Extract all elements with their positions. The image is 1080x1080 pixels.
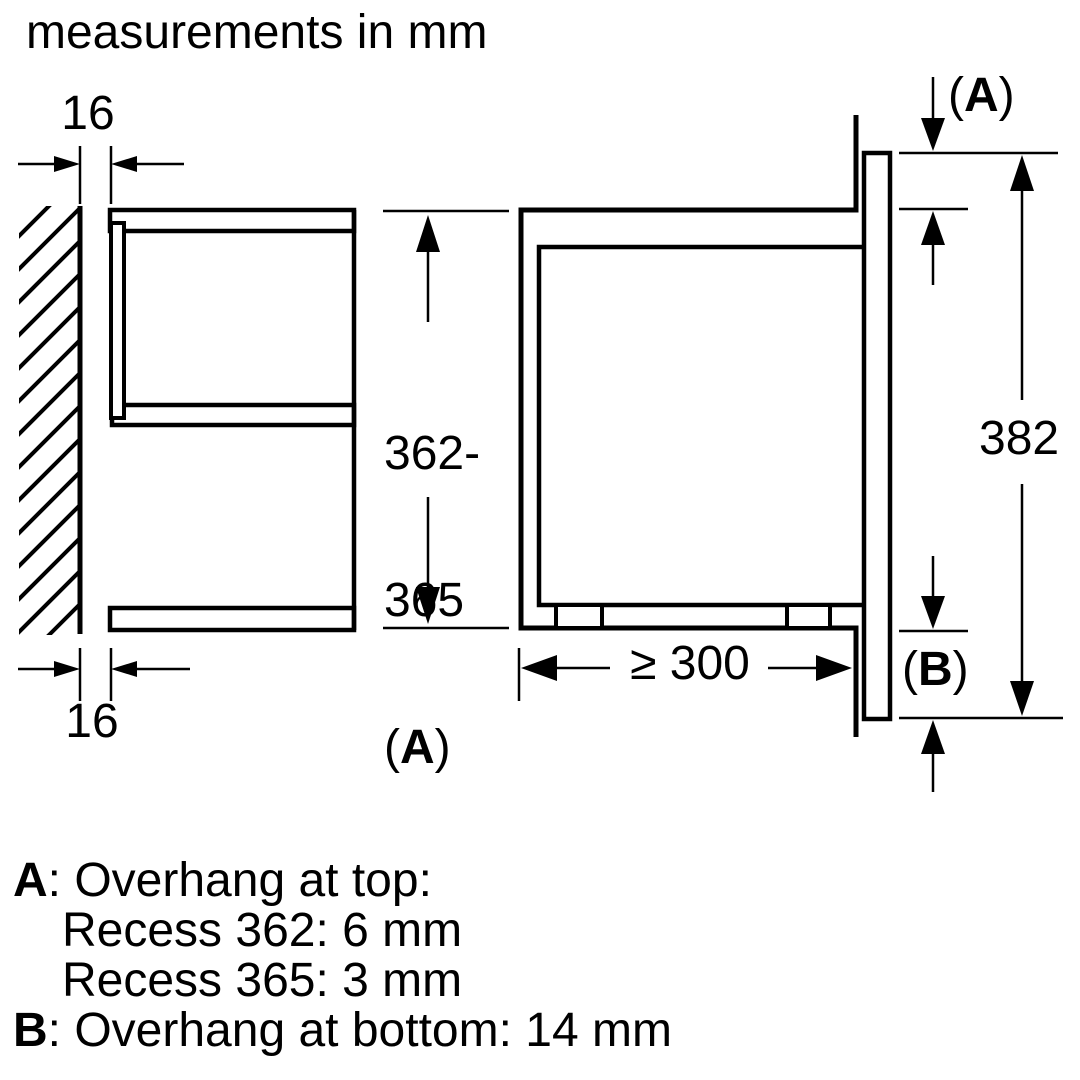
arrowhead	[1010, 155, 1034, 191]
niche-height-label	[384, 331, 480, 870]
paren-close: )	[998, 69, 1015, 122]
arrowhead	[416, 215, 440, 252]
cabinet-bottom-panel	[110, 608, 354, 630]
legend-text-a: : Overhang at top:	[47, 854, 432, 907]
arrowhead	[921, 720, 945, 754]
arrowhead	[111, 156, 137, 172]
arrowhead	[921, 118, 945, 151]
legend-line-recess-365: Recess 365: 3 mm	[62, 954, 463, 1007]
wall-hatching	[10, 175, 80, 674]
ref-letter-b: B	[917, 643, 953, 696]
overhang-bottom-ref-label	[902, 643, 969, 696]
cabinet-section	[110, 210, 354, 630]
niche-height-value-line1: 362-	[384, 427, 481, 480]
cabinet-rear-rail	[111, 223, 124, 418]
niche-height-value-line2: 365	[384, 574, 465, 627]
niche-height-ref-a	[384, 723, 480, 772]
dim-wall-gap-bottom	[18, 648, 190, 701]
paren-close: )	[952, 643, 969, 696]
appliance-foot-right	[787, 605, 830, 628]
legend	[13, 856, 672, 1056]
wall-gap-top-label: 16	[61, 87, 115, 140]
paren-open: (	[384, 721, 400, 774]
paren-open: (	[948, 69, 964, 122]
legend-text-b: : Overhang at bottom: 14 mm	[47, 1004, 672, 1057]
ref-letter-a: A	[399, 721, 435, 774]
niche-depth-label: ≥ 300	[630, 637, 750, 690]
appliance-body	[539, 247, 864, 605]
dim-wall-gap-top	[18, 146, 184, 204]
arrowhead	[521, 655, 557, 681]
paren-open: (	[902, 643, 918, 696]
arrowhead	[54, 661, 80, 677]
front-height-label: 382	[979, 412, 1060, 465]
legend-line-recess-362: Recess 362: 6 mm	[62, 904, 463, 957]
cabinet-top-panel	[110, 210, 354, 231]
wall	[10, 175, 80, 674]
appliance-door	[864, 153, 890, 719]
arrowhead	[1010, 681, 1034, 716]
page-title: measurements in mm	[26, 6, 488, 59]
legend-line-b	[13, 1006, 672, 1056]
arrowhead	[921, 211, 945, 245]
legend-line-a	[13, 856, 672, 906]
arrowhead	[54, 156, 80, 172]
appliance-foot-left	[556, 605, 602, 628]
arrowhead	[921, 596, 945, 629]
cabinet-shelf-panel	[112, 405, 354, 425]
wall-gap-bottom-label: 16	[65, 695, 119, 748]
legend-key-a: A	[13, 854, 48, 907]
paren-close: )	[434, 721, 451, 774]
ref-letter-a: A	[963, 69, 999, 122]
overhang-top-ref-label	[948, 69, 1015, 122]
arrowhead	[111, 661, 137, 677]
legend-key-b: B	[13, 1004, 48, 1057]
arrowhead	[816, 655, 852, 681]
